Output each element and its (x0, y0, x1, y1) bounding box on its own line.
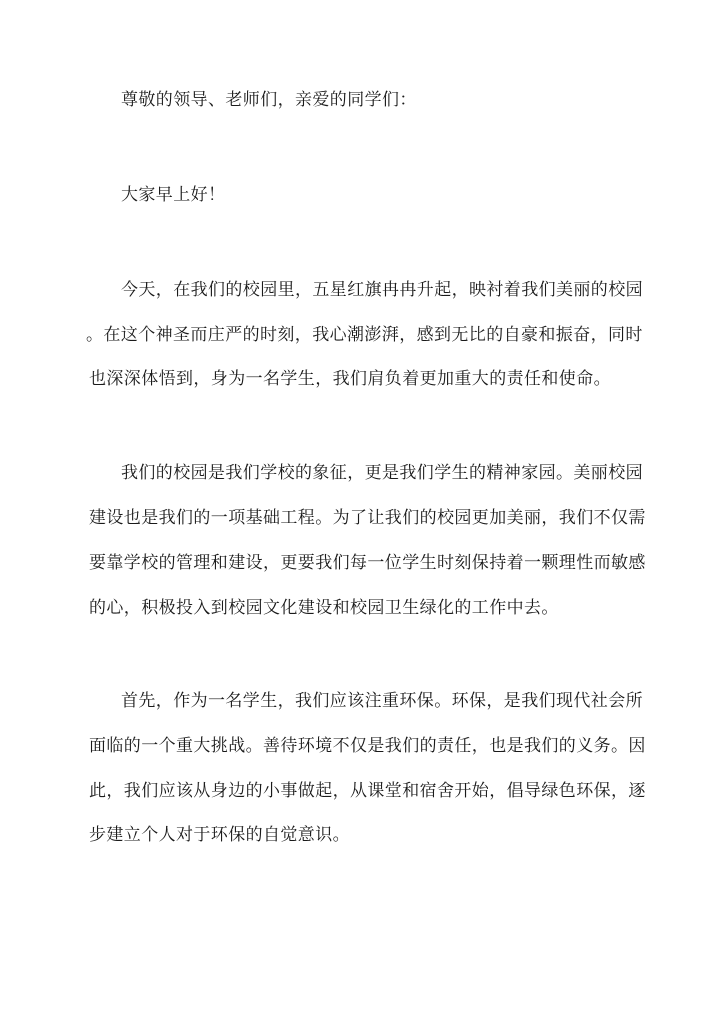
paragraph-line: 今天，在我们的校园里，五星红旗冉冉升起，映衬着我们美丽的校园 (121, 280, 643, 300)
paragraph-line: 也深深体悟到，身为一名学生，我们肩负着更加重大的责任和使命。 (89, 369, 611, 389)
paragraph-line: 面临的一个重大挑战。善待环境不仅是我们的责任，也是我们的义务。因 (89, 736, 646, 756)
paragraph-line: 我们的校园是我们学校的象征，更是我们学生的精神家园。美丽校园 (121, 463, 643, 483)
paragraph-line: 步建立个人对于环保的自觉意识。 (89, 825, 350, 845)
paragraph-line: 。在这个神圣而庄严的时刻，我心潮澎湃，感到无比的自豪和振奋，同时 (86, 325, 643, 345)
paragraph-line: 建设也是我们的一项基础工程。为了让我们的校园更加美丽，我们不仅需 (89, 508, 646, 528)
salutation: 尊敬的领导、老师们，亲爱的同学们： (121, 90, 417, 110)
paragraph-line: 首先，作为一名学生，我们应该注重环保。环保，是我们现代社会所 (121, 691, 643, 711)
paragraph-line: 要靠学校的管理和建设，更要我们每一位学生时刻保持着一颗理性而敏感 (89, 553, 646, 573)
greeting: 大家早上好！ (121, 185, 226, 205)
paragraph-line: 的心，积极投入到校园文化建设和校园卫生绿化的工作中去。 (89, 598, 559, 618)
paragraph-line: 此，我们应该从身边的小事做起，从课堂和宿舍开始，倡导绿色环保，逐 (89, 781, 646, 801)
